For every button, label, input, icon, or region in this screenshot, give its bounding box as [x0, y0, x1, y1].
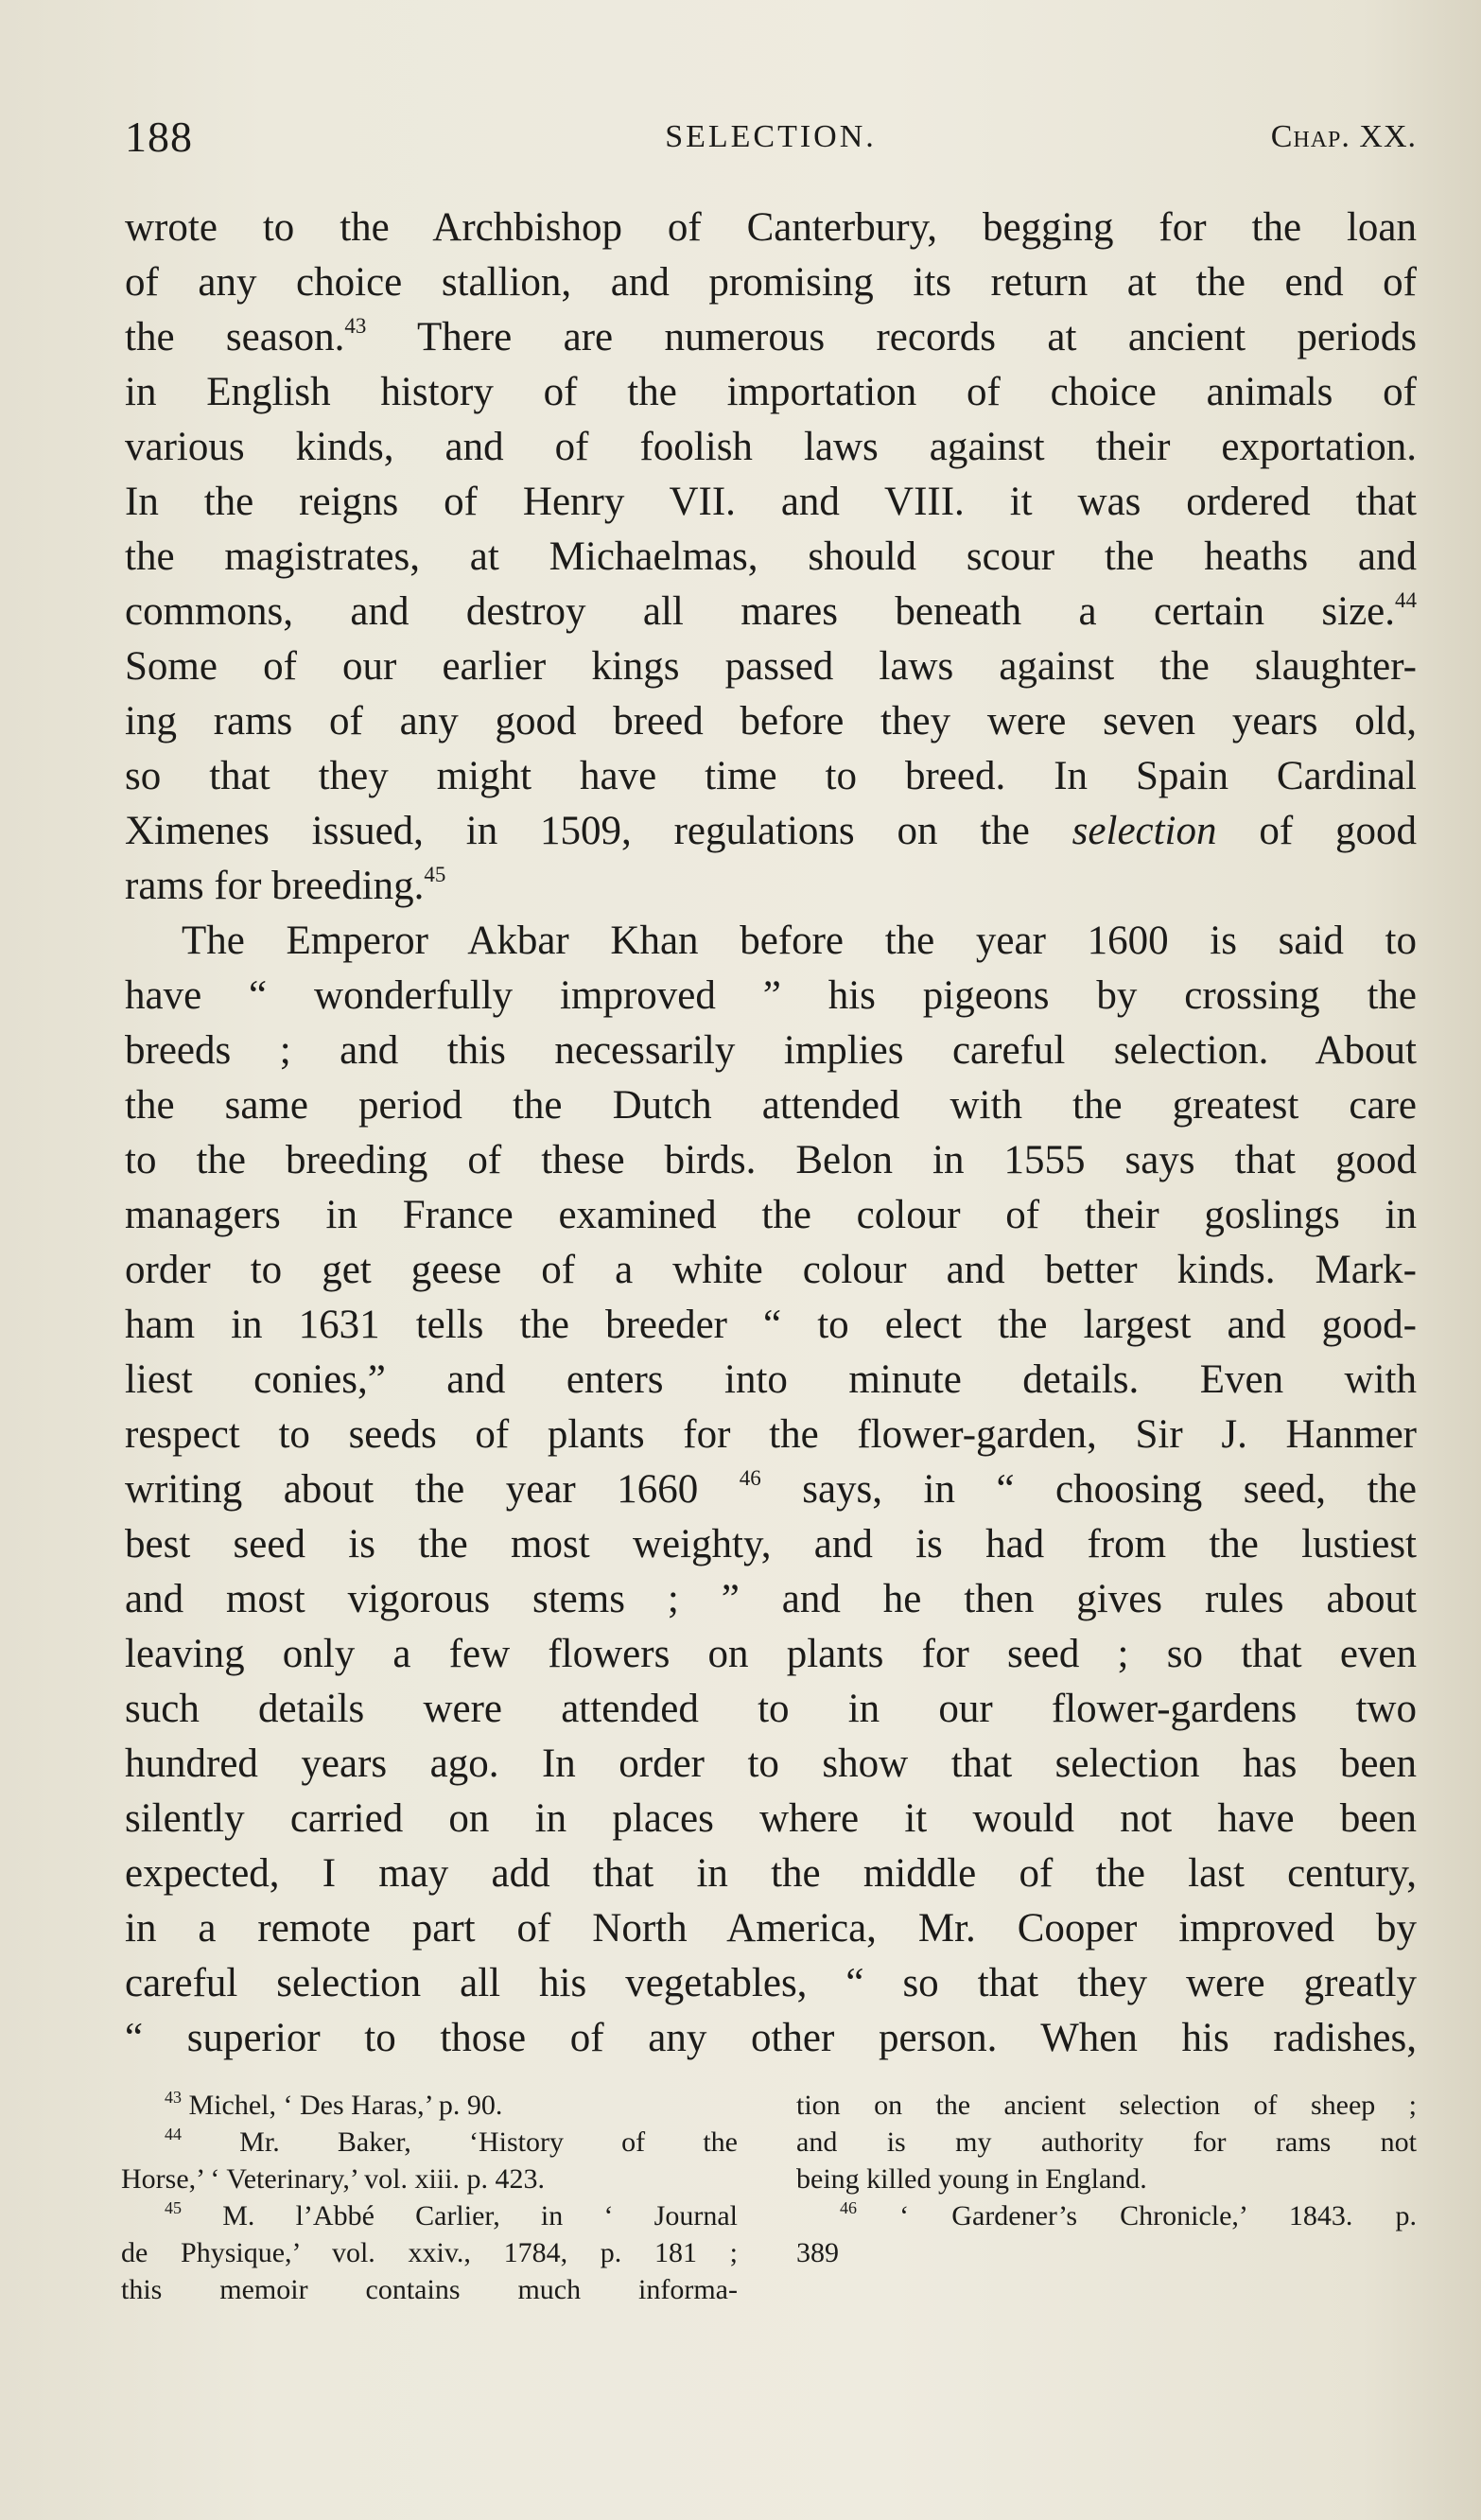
body-line: [125, 255, 1417, 310]
footnote-marker: 45: [165, 2198, 182, 2217]
body-line: [125, 1408, 1417, 1462]
text-run: commons, and destroy all mares beneath a certain size.: [125, 589, 1395, 634]
text-run: M. l’Abbé Carlier, in ‘ Journal: [182, 2200, 738, 2231]
body-line: [125, 530, 1417, 585]
body-line: [125, 475, 1417, 530]
text-run: “ superior to those of any other person. When his radishes,: [125, 2016, 1417, 2060]
chapter-label: Chap. XX.: [1270, 119, 1417, 154]
footnote-line: [121, 2161, 738, 2197]
text-run: careful selection all his vegetables, “ so that they were greatly: [125, 1961, 1417, 2005]
text-run: so that they might have time to breed. In Spain Cardinal: [125, 754, 1417, 798]
body-line: [125, 1792, 1417, 1846]
body-line: [125, 1243, 1417, 1298]
footnote-marker: 45: [424, 863, 446, 886]
text-run: and most vigorous stems ; ” and he then gives rules about: [125, 1577, 1417, 1621]
text-run: 389: [796, 2237, 839, 2268]
text-run: Michel, ‘ Des Haras,’ p. 90.: [182, 2090, 503, 2121]
text-run: hundred years ago. In order to show that selection has been: [125, 1741, 1417, 1786]
footnote-line: [796, 2087, 1417, 2124]
body-line: [125, 914, 1417, 969]
footnote-marker: 44: [1395, 588, 1417, 612]
text-run: various kinds, and of foolish laws against their exportation.: [125, 425, 1417, 469]
body-line: [125, 694, 1417, 749]
text-run: being killed young in England.: [796, 2163, 1147, 2195]
text-run: wrote to the Archbishop of Canterbury, begging for the loan: [125, 205, 1417, 250]
text-run: Some of our earlier kings passed laws against the slaughter-: [125, 644, 1417, 689]
text-run: have “ wonderfully improved ” his pigeons by crossing the: [125, 973, 1417, 1018]
text-run: silently carried on in places where it would not have been: [125, 1796, 1417, 1841]
body-line: [125, 2011, 1417, 2066]
footnote-line: [796, 2124, 1417, 2161]
running-title: SELECTION.: [665, 119, 877, 154]
body-text: [125, 201, 1417, 2066]
text-run: the same period the Dutch attended with the greatest care: [125, 1083, 1417, 1128]
text-run: breeds ; and this necessarily implies careful selection. About: [125, 1028, 1417, 1073]
footnote-line: [121, 2087, 738, 2124]
body-line: [125, 1901, 1417, 1956]
italic-text: selection: [1072, 809, 1217, 853]
footnote-line: [121, 2234, 738, 2271]
text-run: Ximenes issued, in 1509, regulations on the: [125, 809, 1072, 853]
body-line: [125, 804, 1417, 859]
page-number: 188: [125, 113, 193, 161]
body-line: [125, 310, 1417, 365]
body-line: [125, 749, 1417, 804]
body-line: [125, 1078, 1417, 1133]
body-line: [125, 1627, 1417, 1682]
text-run: ing rams of any good breed before they were seven years old,: [125, 699, 1417, 744]
footnote-marker: 43: [165, 2088, 182, 2107]
text-run: the season.: [125, 315, 345, 359]
body-line: [125, 1298, 1417, 1353]
text-run: the magistrates, at Michaelmas, should scour the heaths and: [125, 534, 1417, 579]
body-line: [125, 1188, 1417, 1243]
body-line: [125, 1846, 1417, 1901]
text-run: writing about the year 1660: [125, 1467, 740, 1512]
footnote-line: [121, 2124, 738, 2161]
text-run: to the breeding of these birds. Belon in 1555 says that good: [125, 1138, 1417, 1182]
text-run: de Physique,’ vol. xxiv., 1784, p. 181 ;: [121, 2237, 738, 2268]
text-run: of any choice stallion, and promising its return at the end of: [125, 260, 1417, 305]
text-run: in English history of the importation of choice animals of: [125, 370, 1417, 414]
text-run: In the reigns of Henry VII. and VIII. it was ordered that: [125, 480, 1417, 524]
body-line: [125, 639, 1417, 694]
body-line: [125, 365, 1417, 420]
footnote-line: [796, 2197, 1417, 2234]
text-run: tion on the ancient selection of sheep ;: [796, 2090, 1417, 2121]
text-run: best seed is the most weighty, and is had from the lustiest: [125, 1522, 1417, 1566]
text-run: ham in 1631 tells the breeder “ to elect the largest and good-: [125, 1303, 1417, 1347]
text-run: and is my authority for rams not: [796, 2126, 1417, 2158]
body-line: [125, 420, 1417, 475]
footnote-line: [121, 2271, 738, 2308]
text-run: rams for breeding.: [125, 864, 425, 908]
footnote-marker: 43: [344, 314, 367, 338]
body-line: [125, 859, 1417, 914]
body-line: [125, 1572, 1417, 1627]
footnote-marker: 44: [165, 2125, 182, 2144]
body-line: [125, 1517, 1417, 1572]
running-header: [125, 112, 1417, 168]
footnote-line: [121, 2197, 738, 2234]
body-line: [125, 1024, 1417, 1078]
text-run: Mr. Baker, ‘History of the: [182, 2126, 738, 2158]
text-run: ‘ Gardener’s Chronicle,’ 1843. p.: [857, 2200, 1417, 2231]
text-run: The Emperor Akbar Khan before the year 1600 is said to: [182, 919, 1417, 963]
footnote-marker: 46: [840, 2198, 857, 2217]
text-run: of good: [1216, 809, 1417, 853]
footnote-line: [796, 2161, 1417, 2197]
body-line: [125, 585, 1417, 639]
body-line: [125, 1462, 1417, 1517]
text-run: such details were attended to in our flower-gardens two: [125, 1687, 1417, 1731]
footnote-marker: 46: [739, 1466, 761, 1490]
text-run: leaving only a few flowers on plants for seed ; so that even: [125, 1632, 1417, 1676]
footnotes-left-column: [121, 2087, 738, 2308]
body-line: [125, 969, 1417, 1024]
text-run: Horse,’ ‘ Veterinary,’ vol. xiii. p. 423.: [121, 2163, 545, 2195]
text-run: in a remote part of North America, Mr. Cooper improved by: [125, 1906, 1417, 1951]
body-line: [125, 201, 1417, 255]
body-line: [125, 1682, 1417, 1737]
text-run: says, in “ choosing seed, the: [760, 1467, 1417, 1512]
footnote-line: [796, 2234, 1417, 2271]
text-run: managers in France examined the colour of their goslings in: [125, 1193, 1417, 1237]
text-run: respect to seeds of plants for the flower-garden, Sir J. Hanmer: [125, 1412, 1417, 1457]
footnotes-right-column: [796, 2087, 1417, 2271]
body-line: [125, 1353, 1417, 1408]
body-line: [125, 1956, 1417, 2011]
body-line: [125, 1737, 1417, 1792]
text-run: order to get geese of a white colour and better kinds. Mark-: [125, 1248, 1417, 1292]
text-run: liest conies,” and enters into minute details. Even with: [125, 1357, 1417, 1402]
text-run: this memoir contains much informa-: [121, 2274, 738, 2305]
text-run: There are numerous records at ancient periods: [366, 315, 1417, 359]
body-line: [125, 1133, 1417, 1188]
text-run: expected, I may add that in the middle of the last century,: [125, 1851, 1417, 1896]
